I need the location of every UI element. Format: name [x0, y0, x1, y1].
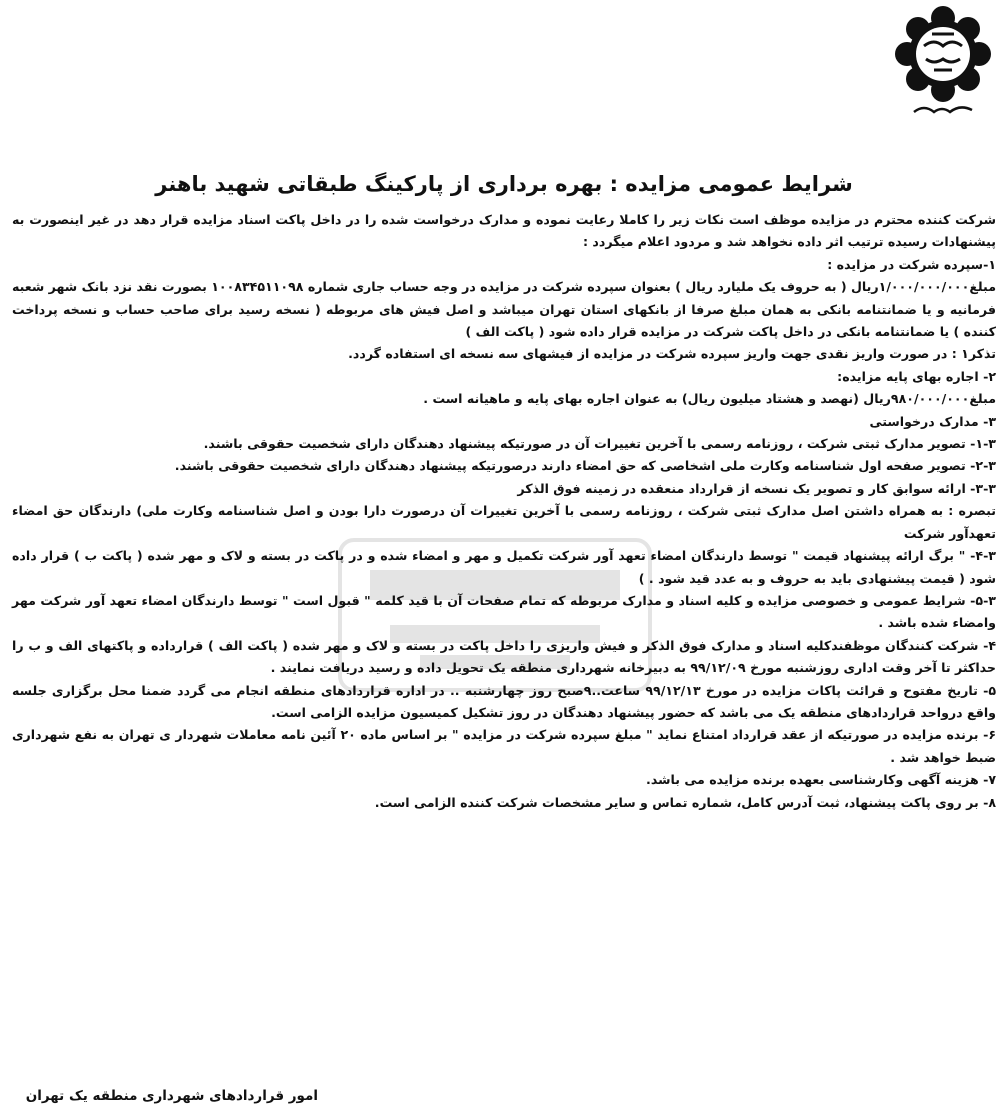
notice-body — [12, 209, 996, 814]
footer-signature: امور قراردادهای شهرداری منطقه یک تهران — [25, 1088, 318, 1104]
item-3-5: ۵-۳- شرایط عمومی و خصوصی مزایده و کلیه اسناد و مدارک مربوطه که تمام صفحات آن با قید کلمه " قبول است " توسط دارندگان امضاء تعهد آور شرکت مهر وامضاء شده باشد . — [12, 592, 996, 631]
section-6: ۶- برنده مزایده در صورتیکه از عقد قرارداد امتناع نماید " مبلغ سپرده شرکت در مزایده " بر اساس ماده ۲۰ آئین نامه معاملات شهردار ی تهران به نفع شهرداری ضبط خواهد شد . — [12, 727, 996, 765]
item-3-4: ۴-۳- " برگ ارائه پیشنهاد قیمت " توسط دارندگان امضاء تعهد آور شرکت تکمیل و مهر و امضاء شده و در پاکت در بسته و لاک و مهر شده ( پاکت ب ) قرار داده شود ( قیمت پیشنهادی باید به حروف و به عدد قید شود . ) — [12, 548, 996, 586]
intro-paragraph: شرکت کننده محترم در مزایده موظف است نکات زیر را کاملا رعایت نموده و مدارک درخواست شده را در داخل پاکت اسناد مزایده قرار دهد در غیر اینصورت به پیشنهادات رسیده ترتیب اثر داده نخواهد شد و مردود اعلام میگردد : — [12, 212, 996, 250]
note-tabsare: تبصره : به همراه داشتن اصل مدارک ثبتی شرکت ، روزنامه رسمی با آخرین تغییرات آن درصورت دارا بودن و اصل شناسنامه وکارت ملی) دارندگان حق امضاء تعهدآور شرکت — [12, 503, 996, 541]
section-2-heading: ۲- اجاره بهای پایه مزایده: — [837, 368, 996, 384]
section-1-heading: ۱-سپرده شرکت در مزایده : — [827, 256, 996, 272]
item-3-2: ۲-۳- تصویر صفحه اول شناسنامه وکارت ملی اشخاصی که حق امضاء دارند درصورتیکه پیشنهاد دهندگان دارای شخصیت حقوقی باشند. — [174, 458, 996, 474]
deposit-paragraph: مبلغ۱/۰۰۰/۰۰۰/۰۰۰ریال ( به حروف یک ملیارد ریال ) بعنوان سپرده شرکت در مزایده در وجه حساب جاری شماره ۱۰۰۸۳۴۵۱۱۰۹۸ بصورت نقد نزد بانک شهر شعبه فرمانیه و یا ضمانتنامه بانکی به همان مبلغ صرفا از بانکهای استان تهران میباشد و اصل فیش های مربوطه ( نسخه رسید برای صاحب حساب و نسخه پرداخت کننده ) یا ضمانتنامه بانکی در داخل پاکت شرکت در مزایده قرار داده شود ( پاکت الف ) — [12, 279, 996, 340]
section-4: ۴- شرکت کنندگان موظفندکلیه اسناد و مدارک فوق الذکر و فیش واریزی را داخل پاکت در بسته و لاک و مهر شده ( پاکت الف ) قرارداده و پاکتهای الف و ب را حداکثر تا آخر وقت اداری روزشنبه مورخ ۹۹/۱۲/۰۹ به دبیرخانه شهرداری منطقه یک تحویل داده و رسید دریافت نمایند . — [12, 637, 996, 676]
item-3-3: ۳-۳- ارائه سوابق کار و تصویر یک نسخه از قرارداد منعقده در زمینه فوق الذکر — [517, 480, 996, 496]
section-3-heading: ۳- مدارک درخواستی — [869, 413, 996, 429]
notice-title: شرایط عمومی مزایده : بهره برداری از پارکینگ طبقاتی شهید باهنر — [155, 172, 853, 196]
section-5: ۵- تاریخ مفتوح و قرائت پاکات مزایده در مورخ ۹۹/۱۲/۱۳ ساعت..۹صبح روز چهارشنبه .. در اداره قراردادهای منطقه انجام می گردد ضمنا محل برگزاری جلسه واقع درواحد قراردادهای منطقه یک می باشد که حضور پیشنهاد دهندگان در روز تشکیل کمیسیون مزایده الزامی است. — [12, 682, 996, 720]
section-7: ۷- هزینه آگهی وکارشناسی بعهده برنده مزایده می باشد. — [646, 772, 996, 788]
base-rent-paragraph: مبلغ۹۸۰/۰۰۰/۰۰۰ریال (نهصد و هشتاد میلیون ریال) به عنوان اجاره بهای پایه و ماهیانه است . — [423, 391, 996, 407]
note-1: تذکر۱ : در صورت واریز نقدی جهت واریز سپرده شرکت در مزایده از فیشهای سه نسخه ای استفاده گردد. — [348, 346, 996, 362]
section-8: ۸- بر روی پاکت پیشنهاد، ثبت آدرس کامل، شماره تماس و سایر مشخصات شرکت کننده الزامی است. — [374, 794, 996, 810]
tehran-municipality-logo — [884, 4, 1002, 122]
item-3-1: ۱-۳- تصویر مدارک ثبتی شرکت ، روزنامه رسمی با آخرین تغییرات آن در صورتیکه پیشنهاد دهندگان دارای شخصیت حقوقی باشند. — [203, 436, 996, 452]
